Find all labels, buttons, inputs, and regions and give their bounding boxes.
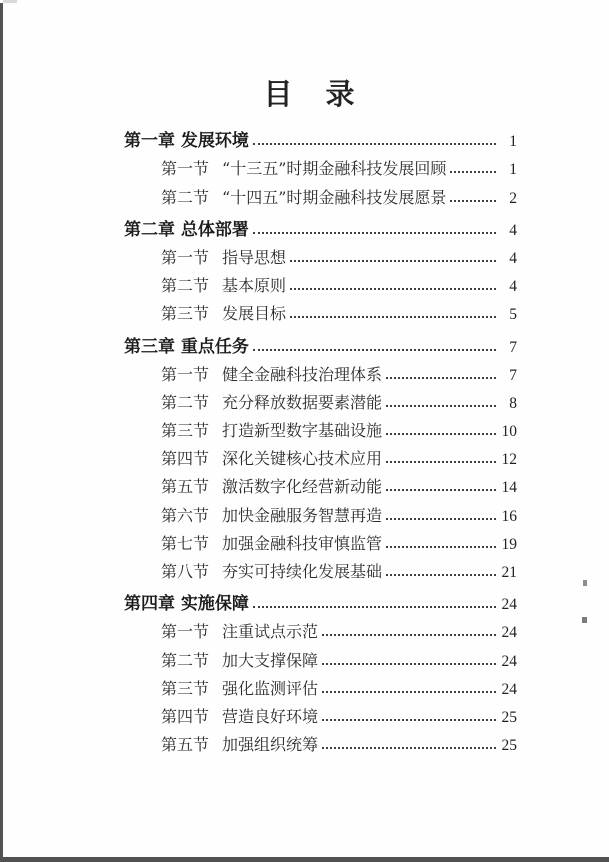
page-number: 14 <box>501 479 517 497</box>
page-title: 目 录 <box>263 77 357 111</box>
page-number: 1 <box>509 133 517 151</box>
section-title: “十三五”时期金融科技发展回顾 <box>222 159 447 179</box>
dot-leader <box>450 200 496 202</box>
page-number: 8 <box>509 394 517 412</box>
section-title: 发展目标 <box>222 304 287 324</box>
page-number: 7 <box>509 338 517 356</box>
section-title: 基本原则 <box>222 276 287 296</box>
section-number: 第三节 <box>161 304 210 324</box>
chapter-label: 第三章 重点任务 <box>124 336 249 357</box>
toc-section-row <box>124 614 517 642</box>
section-number: 第四节 <box>161 706 210 726</box>
table-of-contents <box>124 123 517 755</box>
section-title: 加强金融科技审慎监管 <box>222 533 383 553</box>
toc-chapter-row <box>124 328 517 356</box>
dot-leader <box>322 691 496 693</box>
page-number: 24 <box>501 680 517 698</box>
section-title: 充分释放数据要素潜能 <box>222 392 383 412</box>
section-number: 第一节 <box>161 159 210 179</box>
page-number: 19 <box>501 535 517 553</box>
page-number: 12 <box>501 451 517 469</box>
toc-section-row <box>124 385 517 413</box>
section-number: 第二节 <box>161 650 210 670</box>
page-number: 2 <box>509 189 517 207</box>
section-number: 第二节 <box>161 187 210 207</box>
section-title: “十四五”时期金融科技发展愿景 <box>222 187 447 207</box>
section-title: 打造新型数字基础设施 <box>222 421 383 441</box>
dot-leader <box>386 461 496 463</box>
page-number: 24 <box>501 596 517 614</box>
dot-leader <box>386 518 496 520</box>
dot-leader <box>322 634 496 636</box>
dot-leader <box>290 288 496 290</box>
page-number: 16 <box>501 507 517 525</box>
toc-section-row <box>124 642 517 670</box>
toc-section-row <box>124 151 517 179</box>
toc-chapter-row <box>124 586 517 614</box>
dot-leader <box>253 143 496 145</box>
toc-chapter-row <box>124 123 517 151</box>
dot-leader <box>322 747 496 749</box>
toc-chapter-row <box>124 212 517 240</box>
page-number: 4 <box>509 278 517 296</box>
section-number: 第二节 <box>161 392 210 412</box>
dot-leader <box>386 433 496 435</box>
toc-section-row <box>124 727 517 755</box>
chapter-label: 第四章 实施保障 <box>124 594 249 615</box>
section-number: 第一节 <box>161 247 210 267</box>
section-title: 加强组织统筹 <box>222 735 319 755</box>
toc-section-row <box>124 699 517 727</box>
page-number: 7 <box>509 366 517 384</box>
section-number: 第五节 <box>161 735 210 755</box>
dot-leader <box>386 574 496 576</box>
dot-leader <box>322 663 496 665</box>
toc-section-row <box>124 554 517 582</box>
dot-leader <box>386 546 496 548</box>
chapter-label: 第二章 总体部署 <box>124 219 249 240</box>
toc-section-row <box>124 357 517 385</box>
dot-leader <box>322 719 496 721</box>
scan-bottom-edge-band <box>0 857 609 862</box>
page-number: 24 <box>501 652 517 670</box>
scan-top-smudge <box>3 0 17 3</box>
section-title: 深化关键核心技术应用 <box>222 449 383 469</box>
toc-section-row <box>124 296 517 324</box>
scan-left-edge-line <box>0 3 3 862</box>
section-number: 第七节 <box>161 533 210 553</box>
page-number: 25 <box>501 737 517 755</box>
section-number: 第二节 <box>161 276 210 296</box>
page-number: 4 <box>509 249 517 267</box>
page-number: 1 <box>509 161 517 179</box>
toc-section-row <box>124 497 517 525</box>
toc-section-row <box>124 268 517 296</box>
section-number: 第一节 <box>161 364 210 384</box>
section-title: 健全金融科技治理体系 <box>222 364 383 384</box>
dot-leader <box>253 349 496 351</box>
section-number: 第三节 <box>161 678 210 698</box>
section-number: 第五节 <box>161 477 210 497</box>
section-title: 激活数字化经营新动能 <box>222 477 383 497</box>
dot-leader <box>386 489 496 491</box>
page-number: 5 <box>509 306 517 324</box>
section-title: 加快金融服务智慧再造 <box>222 505 383 525</box>
chapter-label: 第一章 发展环境 <box>124 131 249 152</box>
dot-leader <box>386 377 496 379</box>
page-number: 25 <box>501 708 517 726</box>
page-number: 21 <box>501 564 517 581</box>
toc-section-row <box>124 441 517 469</box>
scan-speck <box>583 580 587 586</box>
dot-leader <box>290 260 496 262</box>
toc-section-row <box>124 526 517 554</box>
section-number: 第八节 <box>161 562 210 581</box>
toc-section-row <box>124 240 517 268</box>
toc-section-row <box>124 469 517 497</box>
scan-speck <box>582 617 587 623</box>
dot-leader <box>450 171 496 173</box>
section-number: 第四节 <box>161 449 210 469</box>
page-number: 4 <box>509 221 517 239</box>
section-number: 第一节 <box>161 622 210 642</box>
dot-leader <box>386 405 496 407</box>
dot-leader <box>253 232 496 234</box>
toc-section-row <box>124 671 517 699</box>
toc-section-row <box>124 179 517 207</box>
section-title: 加大支撑保障 <box>222 650 319 670</box>
section-title: 指导思想 <box>222 247 287 267</box>
section-number: 第三节 <box>161 421 210 441</box>
section-title: 注重试点示范 <box>222 622 319 642</box>
page-number: 10 <box>501 423 517 441</box>
section-number: 第六节 <box>161 505 210 525</box>
page-number: 24 <box>501 624 517 642</box>
toc-section-row <box>124 413 517 441</box>
dot-leader <box>253 606 496 608</box>
section-title: 夯实可持续化发展基础 <box>222 562 383 581</box>
section-title: 强化监测评估 <box>222 678 319 698</box>
section-title: 营造良好环境 <box>222 706 319 726</box>
dot-leader <box>290 316 496 318</box>
